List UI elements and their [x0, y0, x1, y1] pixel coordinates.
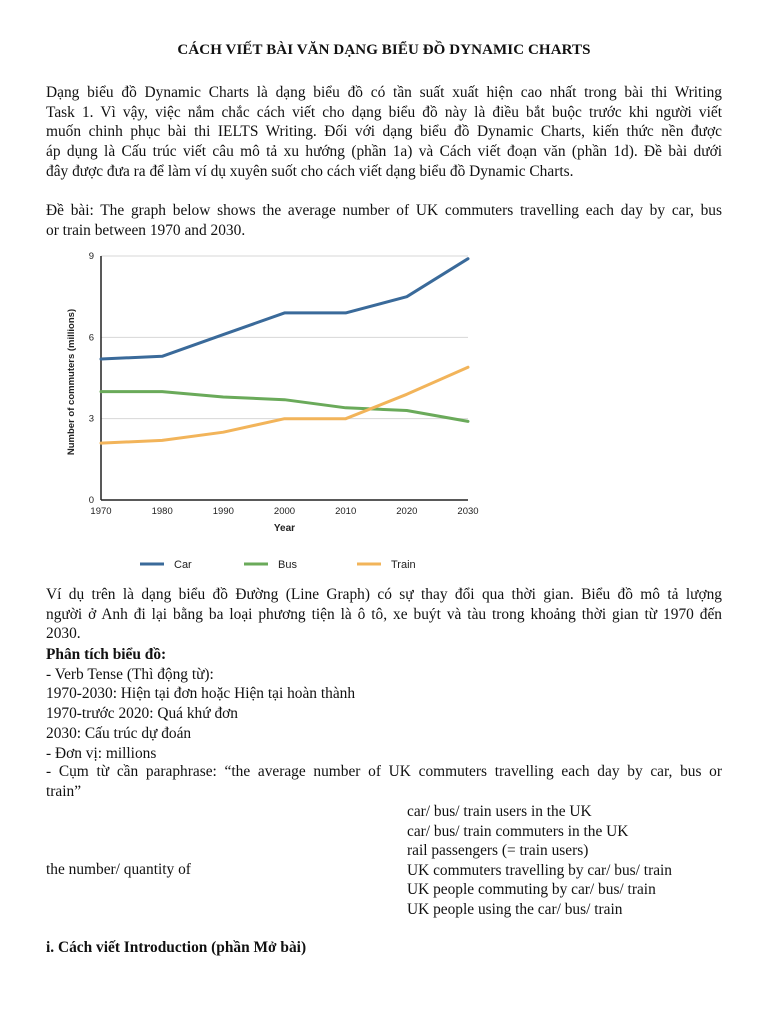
example-line: người ở Anh đi lại bằng ba loại phương tiện là ô tô, xe buýt và tàu trong khoảng thời gian từ 1970 đến: [46, 605, 722, 623]
series-line-bus: [101, 392, 468, 422]
y-axis-label: Number of commuters (millions): [66, 308, 77, 456]
x-tick-label: 1970: [90, 506, 112, 517]
example-paragraph: [46, 585, 722, 644]
x-tick-label: 1990: [212, 506, 234, 517]
x-tick-label: 2020: [396, 506, 418, 517]
series-line-car: [101, 259, 468, 359]
synonym-item: UK people using the car/ bus/ train: [407, 901, 623, 918]
intro-line: Task 1. Vì vậy, việc nắm chắc cách viết cho dạng biểu đồ này là điều bắt buộc trước khi người viết: [46, 103, 722, 121]
y-tick-label: 3: [88, 413, 94, 425]
analysis-list: [46, 645, 355, 763]
analysis-item: 1970-2030: Hiện tại đơn hoặc Hiện tại hoàn thành: [46, 685, 356, 703]
paraphrase-paragraph: [46, 762, 722, 801]
analysis-item: 2030: Cấu trúc dự đoán: [46, 724, 192, 742]
paraphrase-line: train”: [46, 782, 82, 800]
section-heading: i. Cách viết Introduction (phần Mở bài): [46, 939, 307, 956]
analysis-item: 1970-trước 2020: Quá khứ đơn: [46, 705, 238, 723]
legend-label-bus: Bus: [278, 559, 297, 571]
example-line: 2030.: [46, 625, 81, 643]
analysis-item: - Verb Tense (Thì động từ):: [46, 665, 214, 683]
commuters-line-chart: [60, 246, 500, 576]
prompt-paragraph: [46, 201, 722, 240]
legend-label-car: Car: [174, 559, 192, 571]
legend-label-train: Train: [391, 559, 416, 571]
intro-line: đây được đưa ra để làm ví dụ xuyên suốt cho cách viết dạng biểu đồ Dynamic Charts.: [46, 162, 574, 180]
prompt-line: Đề bài: The graph below shows the average number of UK commuters travelling each day by car, bus: [46, 202, 722, 219]
x-tick-label: 1980: [151, 506, 173, 517]
x-tick-label: 2000: [273, 506, 296, 517]
intro-line: Dạng biểu đồ Dynamic Charts là dạng biểu đồ có tần suất xuất hiện cao nhất trong bài thi Writing: [46, 84, 722, 101]
x-tick-label: 2030: [457, 506, 479, 517]
analysis-item: - Đơn vị: millions: [46, 744, 157, 762]
example-line: Ví dụ trên là dạng biểu đồ Đường (Line Graph) có sự thay đổi qua thời gian. Biểu đồ mô tả lượng: [46, 586, 722, 603]
intro-line: áp dụng là Cấu trúc viết câu mô tả xu hướng (phần 1a) và Cách viết đoạn văn (phần 1d). Đề bài dưới: [46, 143, 722, 161]
intro-paragraph: [46, 83, 722, 182]
y-tick-label: 9: [88, 251, 94, 262]
paraphrase-line: - Cụm từ cần paraphrase: “the average number of UK commuters travelling each day by car, bus or: [46, 763, 722, 780]
document-title: CÁCH VIẾT BÀI VĂN DẠNG BIỂU ĐỒ DYNAMIC CHARTS: [177, 42, 591, 58]
y-tick-label: 0: [88, 495, 94, 506]
synonym-item: car/ bus/ train users in the UK: [407, 803, 592, 820]
intro-line: muốn chinh phục bài thi IELTS Writing. Đối với dạng biểu đồ Dynamic Charts, kiến thức nền được: [46, 123, 722, 141]
number-quantity-label: the number/ quantity of: [46, 861, 191, 878]
synonym-item: UK commuters travelling by car/ bus/ train: [407, 862, 672, 879]
x-axis-label: Year: [273, 523, 296, 534]
prompt-line: or train between 1970 and 2030.: [46, 221, 246, 239]
x-tick-label: 2010: [335, 506, 357, 517]
series-line-train: [101, 367, 468, 443]
synonym-item: car/ bus/ train commuters in the UK: [407, 823, 629, 840]
synonym-item: rail passengers (= train users): [407, 842, 589, 859]
synonym-item: UK people commuting by car/ bus/ train: [407, 881, 656, 898]
y-tick-label: 6: [88, 332, 94, 344]
analysis-heading: Phân tích biểu đồ:: [46, 646, 167, 663]
